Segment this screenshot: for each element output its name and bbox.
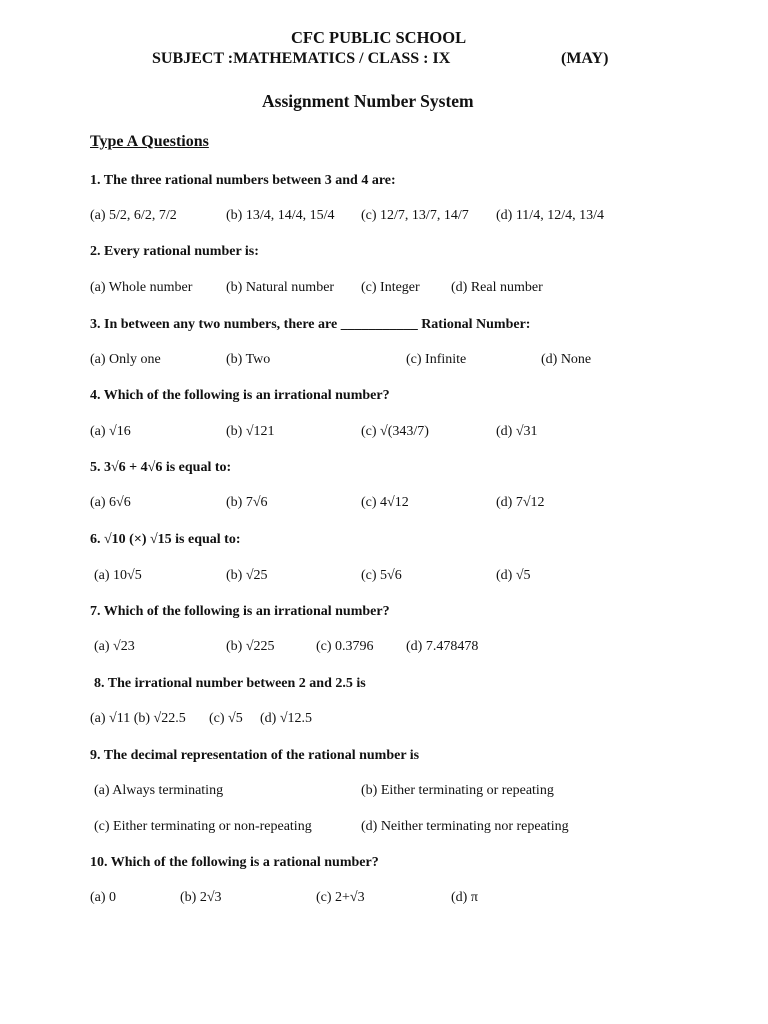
question-9: 9. The decimal representation of the rational number is xyxy=(90,748,420,763)
q5-option-b: (b) 7√6 xyxy=(226,495,268,510)
q6-option-c: (c) 5√6 xyxy=(361,568,402,583)
q7-option-b: (b) √225 xyxy=(226,639,275,654)
q1-option-a: (a) 5/2, 6/2, 7/2 xyxy=(90,208,177,223)
q7-option-a: (a) √23 xyxy=(94,639,135,654)
question-3: 3. In between any two numbers, there are ___________ Rational Number: xyxy=(90,317,531,332)
question-6: 6. √10 (×) √15 is equal to: xyxy=(90,532,241,547)
q6-option-b: (b) √25 xyxy=(226,568,268,583)
q5-option-c: (c) 4√12 xyxy=(361,495,409,510)
section-heading: Type A Questions xyxy=(90,133,209,150)
q3-option-b: (b) Two xyxy=(226,352,271,367)
question-5: 5. 3√6 + 4√6 is equal to: xyxy=(90,460,232,475)
q1-option-d: (d) 11/4, 12/4, 13/4 xyxy=(496,208,604,223)
q10-option-d: (d) π xyxy=(451,890,478,905)
q2-option-b: (b) Natural number xyxy=(226,280,335,295)
q10-option-c: (c) 2+√3 xyxy=(316,890,365,905)
question-1: 1. The three rational numbers between 3 and 4 are: xyxy=(90,173,396,188)
q2-option-a: (a) Whole number xyxy=(90,280,193,295)
question-8: 8. The irrational number between 2 and 2.5 is xyxy=(94,676,366,691)
subject-line: SUBJECT :MATHEMATICS / CLASS : IX xyxy=(152,50,451,67)
q9-option-d: (d) Neither terminating nor repeating xyxy=(361,819,569,834)
q3-option-d: (d) None xyxy=(541,352,592,367)
q8-option-a-b: (a) √11 (b) √22.5 xyxy=(90,711,186,726)
q8-option-d: (d) √12.5 xyxy=(260,711,313,726)
q4-option-c: (c) √(343/7) xyxy=(361,424,429,439)
q8-option-c: (c) √5 xyxy=(209,711,243,726)
question-2: 2. Every rational number is: xyxy=(90,244,259,259)
q4-option-d: (d) √31 xyxy=(496,424,538,439)
assignment-title: Assignment Number System xyxy=(262,91,474,111)
q9-option-b: (b) Either terminating or repeating xyxy=(361,783,554,798)
q10-option-b: (b) 2√3 xyxy=(180,890,222,905)
month-label: (MAY) xyxy=(561,50,609,67)
q5-option-a: (a) 6√6 xyxy=(90,495,131,510)
question-7: 7. Which of the following is an irrational number? xyxy=(90,604,390,619)
q6-option-d: (d) √5 xyxy=(496,568,531,583)
q4-option-a: (a) √16 xyxy=(90,424,131,439)
q9-option-c: (c) Either terminating or non-repeating xyxy=(94,819,312,834)
q7-option-c: (c) 0.3796 xyxy=(316,639,374,654)
q2-option-d: (d) Real number xyxy=(451,280,543,295)
q3-option-a: (a) Only one xyxy=(90,352,161,367)
q7-option-d: (d) 7.478478 xyxy=(406,639,479,654)
q2-option-c: (c) Integer xyxy=(361,280,420,295)
q9-option-a: (a) Always terminating xyxy=(94,783,224,798)
school-name: CFC PUBLIC SCHOOL xyxy=(291,28,467,47)
q4-option-b: (b) √121 xyxy=(226,424,275,439)
q1-option-b: (b) 13/4, 14/4, 15/4 xyxy=(226,208,335,223)
q3-option-c: (c) Infinite xyxy=(406,352,467,367)
question-10: 10. Which of the following is a rational number? xyxy=(90,855,379,870)
question-4: 4. Which of the following is an irrational number? xyxy=(90,388,390,403)
q5-option-d: (d) 7√12 xyxy=(496,495,545,510)
q6-option-a: (a) 10√5 xyxy=(94,568,142,583)
q10-option-a: (a) 0 xyxy=(90,890,117,905)
q1-option-c: (c) 12/7, 13/7, 14/7 xyxy=(361,208,469,223)
